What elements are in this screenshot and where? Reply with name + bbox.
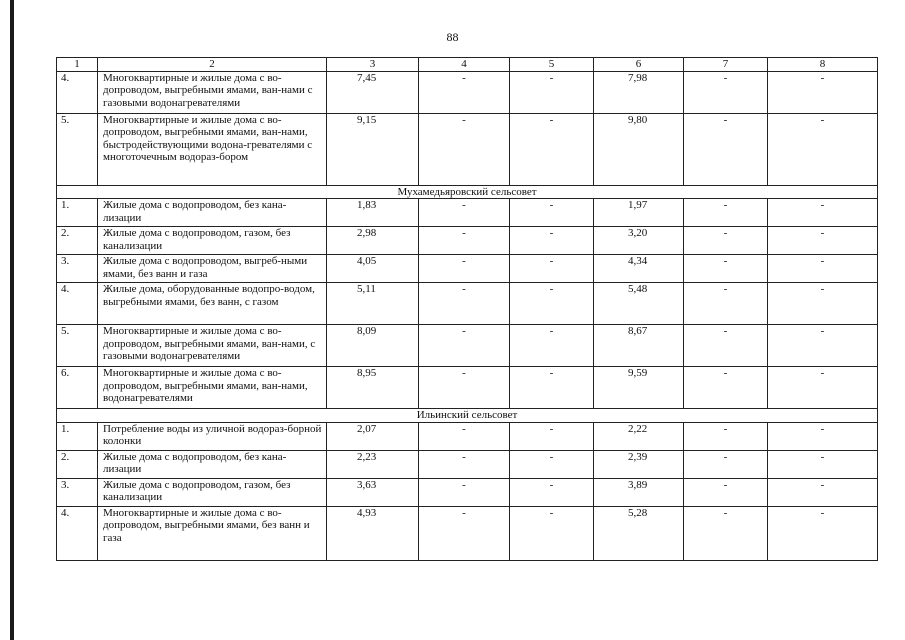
table-row [57, 227, 878, 255]
value-col7: - [684, 325, 768, 367]
value-col7: - [684, 478, 768, 506]
value-col6: 9,59 [594, 367, 684, 409]
value-col4: - [419, 71, 510, 113]
value-col3: 8,95 [327, 367, 419, 409]
value-col7: - [684, 199, 768, 227]
value-col6: 1,97 [594, 199, 684, 227]
table-row [57, 255, 878, 283]
value-col8: - [768, 227, 878, 255]
column-header: 8 [768, 58, 878, 72]
value-col7: - [684, 255, 768, 283]
value-col5: - [510, 71, 594, 113]
value-col4: - [419, 506, 510, 560]
row-description: Потребление воды из уличной водораз-борной колонки [98, 422, 327, 450]
page-number: 88 [446, 30, 459, 44]
value-col4: - [419, 450, 510, 478]
value-col4: - [419, 227, 510, 255]
value-col3: 4,05 [327, 255, 419, 283]
value-col6: 9,80 [594, 113, 684, 185]
column-header: 2 [98, 58, 327, 72]
value-col7: - [684, 71, 768, 113]
value-col6: 4,34 [594, 255, 684, 283]
value-col6: 2,39 [594, 450, 684, 478]
value-col4: - [419, 283, 510, 325]
value-col5: - [510, 113, 594, 185]
value-col3: 9,15 [327, 113, 419, 185]
value-col3: 3,63 [327, 478, 419, 506]
column-header: 5 [510, 58, 594, 72]
section-row [57, 185, 878, 199]
value-col6: 3,89 [594, 478, 684, 506]
value-col5: - [510, 367, 594, 409]
value-col3: 2,07 [327, 422, 419, 450]
table-row [57, 422, 878, 450]
section-title: Ильинский сельсовет [57, 409, 878, 423]
value-col4: - [419, 199, 510, 227]
row-description: Жилые дома с водопроводом, газом, без канализации [98, 478, 327, 506]
table-row [57, 367, 878, 409]
row-number: 1. [57, 422, 98, 450]
row-number: 6. [57, 367, 98, 409]
table-row [57, 506, 878, 560]
value-col4: - [419, 255, 510, 283]
value-col5: - [510, 227, 594, 255]
value-col8: - [768, 283, 878, 325]
section-title: Мухамедьяровский сельсовет [57, 185, 878, 199]
row-description: Жилые дома с водопроводом, газом, без канализации [98, 227, 327, 255]
value-col4: - [419, 422, 510, 450]
value-col8: - [768, 113, 878, 185]
table-row [57, 325, 878, 367]
value-col5: - [510, 199, 594, 227]
value-col5: - [510, 450, 594, 478]
section-row [57, 409, 878, 423]
row-number: 3. [57, 255, 98, 283]
value-col7: - [684, 450, 768, 478]
value-col3: 8,09 [327, 325, 419, 367]
value-col6: 8,67 [594, 325, 684, 367]
row-description: Многоквартирные и жилые дома с во-допроводом, выгребными ямами, ван-нами, водонагревателями [98, 367, 327, 409]
value-col4: - [419, 367, 510, 409]
row-description: Жилые дома с водопроводом, без кана-лизации [98, 199, 327, 227]
value-col7: - [684, 422, 768, 450]
value-col4: - [419, 325, 510, 367]
value-col8: - [768, 255, 878, 283]
value-col8: - [768, 71, 878, 113]
value-col3: 7,45 [327, 71, 419, 113]
value-col8: - [768, 367, 878, 409]
left-margin-bar [10, 0, 14, 640]
column-header: 1 [57, 58, 98, 72]
value-col3: 5,11 [327, 283, 419, 325]
value-col3: 4,93 [327, 506, 419, 560]
row-number: 5. [57, 113, 98, 185]
row-description: Жилые дома, оборудованные водопро-водом, выгребными ямами, без ванн, с газом [98, 283, 327, 325]
value-col3: 2,98 [327, 227, 419, 255]
value-col7: - [684, 506, 768, 560]
column-header: 6 [594, 58, 684, 72]
column-header: 7 [684, 58, 768, 72]
row-number: 4. [57, 71, 98, 113]
value-col5: - [510, 283, 594, 325]
value-col3: 2,23 [327, 450, 419, 478]
table-row [57, 478, 878, 506]
value-col4: - [419, 478, 510, 506]
column-header: 3 [327, 58, 419, 72]
value-col8: - [768, 422, 878, 450]
value-col6: 2,22 [594, 422, 684, 450]
value-col5: - [510, 478, 594, 506]
row-description: Многоквартирные и жилые дома с во-допроводом, выгребными ямами, ван-нами с газовыми водонагревателями [98, 71, 327, 113]
value-col8: - [768, 199, 878, 227]
value-col6: 5,28 [594, 506, 684, 560]
row-number: 1. [57, 199, 98, 227]
row-number: 2. [57, 450, 98, 478]
row-number: 4. [57, 506, 98, 560]
row-description: Многоквартирные и жилые дома с во-допроводом, выгребными ямами, ван-нами, с газовыми водонагревателями [98, 325, 327, 367]
row-number: 4. [57, 283, 98, 325]
value-col8: - [768, 506, 878, 560]
row-number: 2. [57, 227, 98, 255]
value-col7: - [684, 227, 768, 255]
table-row [57, 199, 878, 227]
row-description: Жилые дома с водопроводом, выгреб-ными ямами, без ванн и газа [98, 255, 327, 283]
value-col7: - [684, 367, 768, 409]
tariff-table [56, 57, 878, 561]
value-col5: - [510, 506, 594, 560]
value-col4: - [419, 113, 510, 185]
table-row [57, 450, 878, 478]
value-col6: 5,48 [594, 283, 684, 325]
row-description: Жилые дома с водопроводом, без кана-лизации [98, 450, 327, 478]
value-col5: - [510, 325, 594, 367]
row-description: Многоквартирные и жилые дома с во-допроводом, выгребными ямами, ван-нами, быстродействующими водона-гревателями с многоточечным водораз-бором [98, 113, 327, 185]
row-number: 5. [57, 325, 98, 367]
value-col5: - [510, 422, 594, 450]
column-header: 4 [419, 58, 510, 72]
value-col8: - [768, 325, 878, 367]
table-row [57, 283, 878, 325]
table-row [57, 71, 878, 113]
value-col5: - [510, 255, 594, 283]
value-col6: 7,98 [594, 71, 684, 113]
value-col7: - [684, 113, 768, 185]
value-col8: - [768, 450, 878, 478]
row-description: Многоквартирные и жилые дома с во-допроводом, выгребными ямами, без ванн и газа [98, 506, 327, 560]
value-col8: - [768, 478, 878, 506]
value-col3: 1,83 [327, 199, 419, 227]
value-col7: - [684, 283, 768, 325]
table-row [57, 113, 878, 185]
value-col6: 3,20 [594, 227, 684, 255]
row-number: 3. [57, 478, 98, 506]
header-row [57, 58, 878, 72]
